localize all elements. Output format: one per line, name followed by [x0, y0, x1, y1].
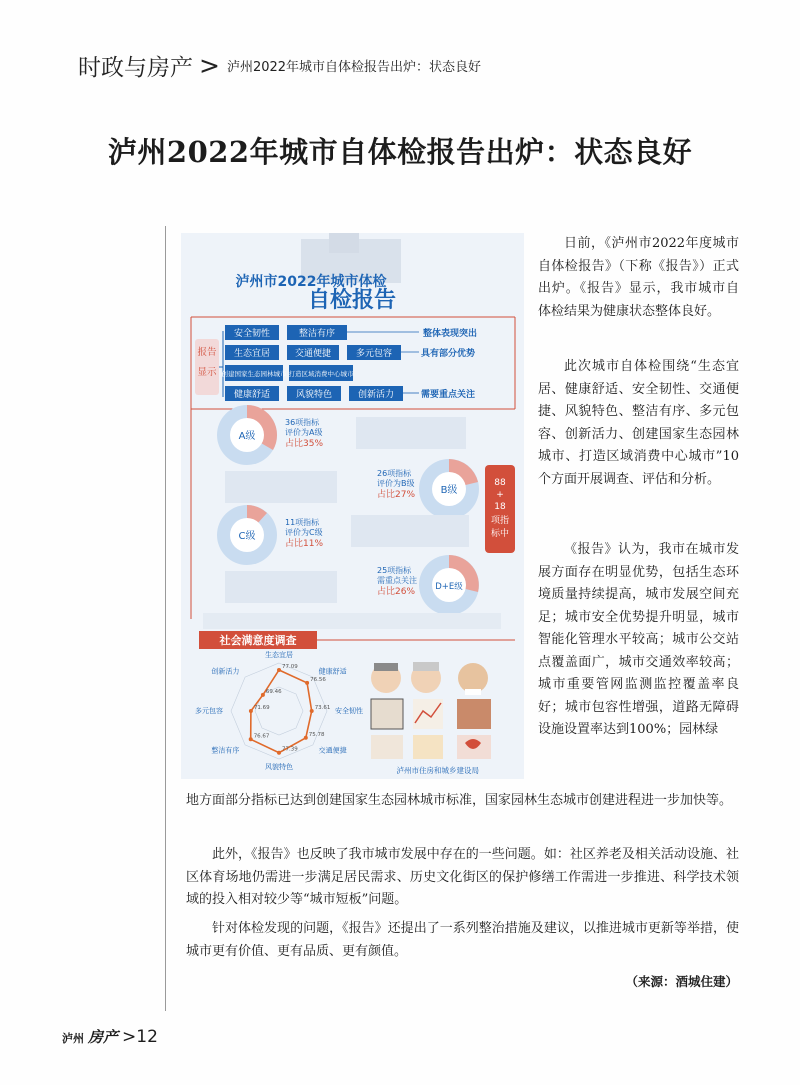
- tag-innovation: 创新活力: [357, 390, 395, 400]
- radar-point: [277, 751, 281, 755]
- page-footer: [62, 1026, 158, 1047]
- tag-traffic: 交通便捷: [294, 349, 332, 359]
- svg-text:标中: 标中: [490, 529, 510, 539]
- info-title-main: 自检报告: [307, 288, 397, 313]
- svg-text:需重点关注: 需重点关注: [377, 576, 417, 585]
- chevron-right-icon: >: [199, 50, 220, 80]
- svg-text:+: +: [496, 490, 504, 500]
- radar-axis-label: 创新活力: [211, 667, 240, 676]
- note-outstanding: 整体表现突出: [423, 329, 478, 339]
- article-title: 泸州2022年城市自体检报告出炉：状态良好: [107, 135, 693, 169]
- grade-b: B级: [440, 485, 458, 496]
- grade-a-share: 占比35%: [285, 439, 324, 449]
- info-title-top: 泸州市2022年城市体检: [235, 274, 387, 290]
- note-advantage: 具有部分优势: [421, 349, 476, 359]
- grade-c-share: 占比11%: [285, 539, 324, 549]
- infographic-svg: [181, 233, 524, 779]
- grade-b-share: 占比27%: [377, 490, 416, 500]
- grade-a: A级: [238, 431, 256, 442]
- paragraph-3b: 地方面部分指标已达到创建国家生态园林城市标准，国家园林生态城市创建进程进一步加快等。: [186, 793, 733, 808]
- radar-axis-label: 健康舒适: [318, 667, 347, 676]
- tag-eco: 生态宜居: [233, 349, 271, 359]
- footer-brand-logo: 房产: [88, 1028, 119, 1046]
- paragraph-5: 针对体检发现的问题，《报告》还提出了一系列整治措施及建议，以推进城市更新等举措，使城市更有价值、更有品质、更有颜值。: [186, 921, 739, 959]
- radar-value-label: 77.09: [282, 664, 298, 670]
- side-label: 报告: [197, 347, 217, 358]
- radar-point: [304, 736, 308, 740]
- svg-text:评价为B级: 评价为B级: [377, 479, 415, 488]
- radar-value-label: 75.78: [308, 731, 325, 738]
- header-subtitle: 泸州2022年城市自体检报告出炉：状态良好: [226, 59, 482, 75]
- survey-title: 社会满意度调查: [219, 634, 297, 647]
- radar-value-label: 76.56: [310, 676, 326, 683]
- infographic: [181, 233, 524, 779]
- radar-axis-label: 交通便捷: [318, 746, 347, 755]
- radar-value-label: 76.67: [253, 733, 270, 740]
- svg-text:项指: 项指: [490, 516, 510, 526]
- radar-point: [305, 681, 309, 685]
- radar-point: [249, 709, 253, 713]
- svg-text:36项指标: 36项指标: [285, 418, 320, 427]
- svg-text:显示: 显示: [197, 367, 217, 378]
- article-source: （来源：酒城住建）: [625, 974, 738, 989]
- grade-c: C级: [238, 531, 256, 542]
- people-illustrations: [371, 662, 491, 759]
- radar-axis-label: 生态宜居: [265, 651, 293, 659]
- radar-value-label: 77.39: [282, 746, 298, 753]
- paragraph-2: 此次城市自体检围绕“生态宜居、健康舒适、安全韧性、交通便捷、风貌特色、整洁有序、多元包容、创新活力、创建国家生态园林城市、打造区域消费中心城市”10个方面开展调查、评估和分析。: [538, 359, 739, 487]
- svg-text:评价为C级: 评价为C级: [285, 528, 323, 537]
- radar-axis-label: 风貌特色: [265, 763, 293, 771]
- grade-de-share: 占比26%: [377, 587, 416, 597]
- svg-text:26项指标: 26项指标: [377, 469, 412, 478]
- right-label: 88: [494, 478, 506, 488]
- tag-health: 健康舒适: [233, 390, 271, 400]
- section-name: 时政与房产: [78, 54, 193, 81]
- tag-style: 风貌特色: [295, 390, 333, 400]
- svg-text:评价为A级: 评价为A级: [285, 428, 323, 437]
- radar-axis-label: 安全韧性: [335, 707, 363, 715]
- paragraph-1: 日前，《泸州市2022年度城市自体检报告》（下称《报告》）正式出炉。《报告》显示，我市城市自体检结果为健康状态整体良好。: [538, 236, 739, 319]
- svg-text:25项指标: 25项指标: [377, 566, 412, 575]
- svg-text:18: 18: [494, 502, 506, 512]
- note-focus: 需要重点关注: [421, 390, 476, 400]
- radar-point: [261, 693, 265, 697]
- paragraph-4: 此外，《报告》也反映了我市城市发展中存在的一些问题。如：社区养老及相关活动设施、社区体育场地仍需进一步满足居民需求、历史文化街区的保护修缮工作需进一步推进、科学技术领域的投入相对较少等“城市短板”问题。: [186, 847, 739, 907]
- tag-inclusive: 多元包容: [355, 349, 393, 359]
- radar-axis-label: 整洁有序: [211, 746, 240, 755]
- radar-point: [249, 737, 253, 741]
- column-divider: [165, 226, 166, 1011]
- radar-value-label: 69.46: [265, 688, 282, 695]
- svg-text:11项指标: 11项指标: [285, 518, 320, 527]
- infographic-credit: 泸州市住房和城乡建设局: [396, 766, 479, 775]
- paragraph-3a: 《报告》认为，我市在城市发展方面存在明显优势，包括生态环境质量持续提高，城市发展空间充足；城市安全优势提升明显，城市智能化管理水平较高；城市公交站点覆盖面广，城市交通效率较高；城市重要管网监测监控覆盖率良好；城市包容性增强，道路无障碍设施设置率达到100%；园林绿: [538, 542, 739, 737]
- grade-de: D+E级: [435, 582, 463, 592]
- footer-brand: 泸州: [62, 1032, 84, 1045]
- page-number: >12: [122, 1027, 158, 1047]
- tag-tidy: 整洁有序: [298, 329, 336, 339]
- radar-axis-label: 多元包容: [195, 707, 223, 715]
- tag-garden-city: 创建国家生态园林城市: [221, 370, 287, 378]
- radar-value-label: 73.61: [314, 705, 331, 711]
- tag-safety: 安全韧性: [233, 329, 271, 339]
- page-header: [78, 50, 481, 80]
- radar-value-label: 71.69: [253, 705, 270, 711]
- tag-consumption-center: 打造区域消费中心城市: [288, 370, 354, 378]
- radar-point: [310, 709, 314, 713]
- radar-point: [277, 668, 281, 672]
